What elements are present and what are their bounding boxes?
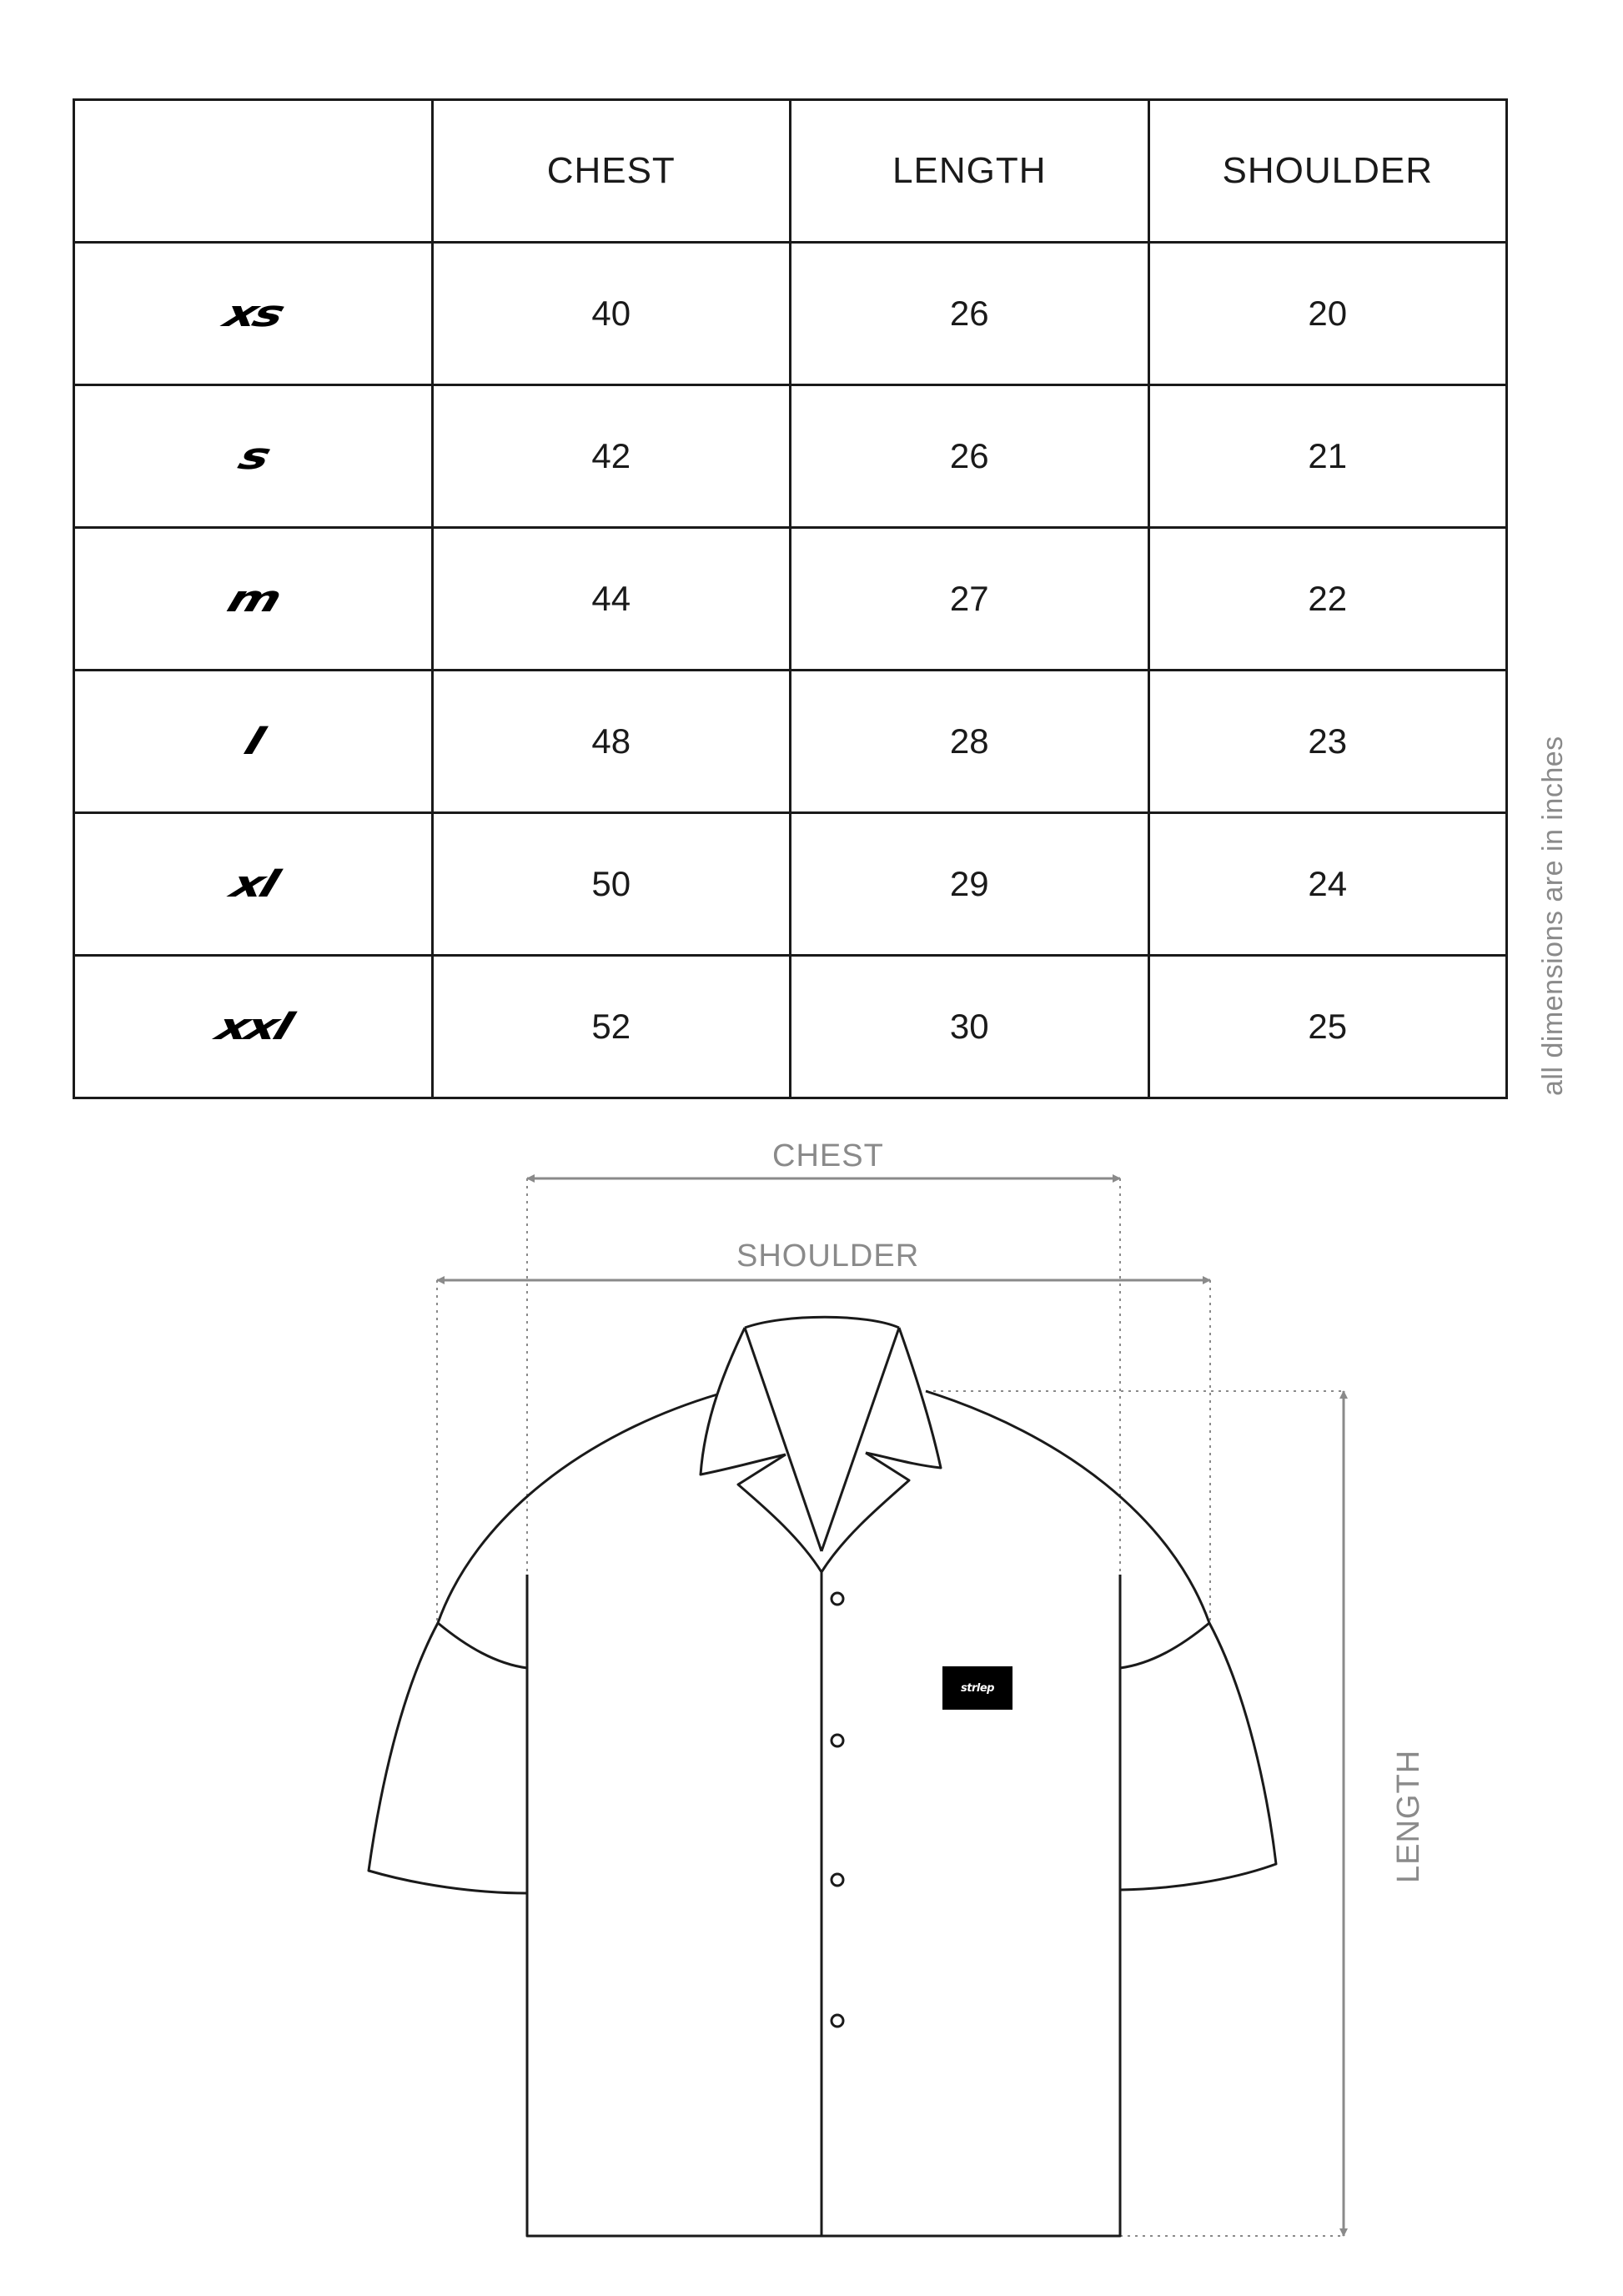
- header-length: LENGTH: [791, 100, 1149, 243]
- table-row: [74, 528, 1507, 671]
- size-label: xs: [219, 292, 288, 335]
- table-header-row: [74, 100, 1507, 243]
- chest-cell: 42: [432, 385, 791, 528]
- header-shoulder: SHOULDER: [1148, 100, 1507, 243]
- length-dimension: [926, 1391, 1344, 2236]
- table-row: [74, 243, 1507, 385]
- shoulder-cell: 21: [1148, 385, 1507, 528]
- button-icon: [832, 1593, 843, 1605]
- size-cell: [74, 528, 433, 671]
- header-empty-cell: [74, 100, 433, 243]
- shoulder-cell: 23: [1148, 671, 1507, 813]
- length-cell: 29: [791, 813, 1149, 956]
- shoulder-cell: 25: [1148, 956, 1507, 1098]
- size-label: m: [222, 577, 284, 620]
- size-cell: [74, 956, 433, 1098]
- size-cell: [74, 813, 433, 956]
- brand-logo-text: strlep: [961, 1681, 994, 1695]
- table-row: [74, 671, 1507, 813]
- size-cell: [74, 385, 433, 528]
- length-dimension-label: LENGTH: [1391, 1749, 1426, 1883]
- button-icon: [832, 2015, 843, 2027]
- length-cell: 30: [791, 956, 1149, 1098]
- brand-patch: [942, 1666, 1012, 1710]
- shoulder-cell: 20: [1148, 243, 1507, 385]
- size-chart-table: [73, 98, 1508, 1099]
- button-icon: [832, 1735, 843, 1746]
- size-cell: [74, 243, 433, 385]
- chest-cell: 44: [432, 528, 791, 671]
- size-label: xl: [224, 862, 281, 906]
- chest-cell: 50: [432, 813, 791, 956]
- shoulder-dimension: [437, 1280, 1210, 1622]
- chest-dimension-label: CHEST: [772, 1138, 884, 1173]
- size-label: s: [233, 435, 274, 478]
- length-cell: 28: [791, 671, 1149, 813]
- length-cell: 26: [791, 243, 1149, 385]
- size-label: l: [239, 720, 267, 763]
- units-note: all dimensions are in inches: [1537, 736, 1569, 1096]
- button-icon: [832, 1874, 843, 1886]
- shirt-outline: [369, 1317, 1276, 2236]
- length-cell: 27: [791, 528, 1149, 671]
- table-row: [74, 385, 1507, 528]
- shoulder-dimension-label: SHOULDER: [736, 1238, 920, 1274]
- header-chest: CHEST: [432, 100, 791, 243]
- size-label: xxl: [210, 1005, 295, 1048]
- length-cell: 26: [791, 385, 1149, 528]
- size-cell: [74, 671, 433, 813]
- chest-cell: 40: [432, 243, 791, 385]
- table-row: [74, 813, 1507, 956]
- shoulder-cell: 22: [1148, 528, 1507, 671]
- table-row: [74, 956, 1507, 1098]
- chest-cell: 48: [432, 671, 791, 813]
- chest-cell: 52: [432, 956, 791, 1098]
- shoulder-cell: 24: [1148, 813, 1507, 956]
